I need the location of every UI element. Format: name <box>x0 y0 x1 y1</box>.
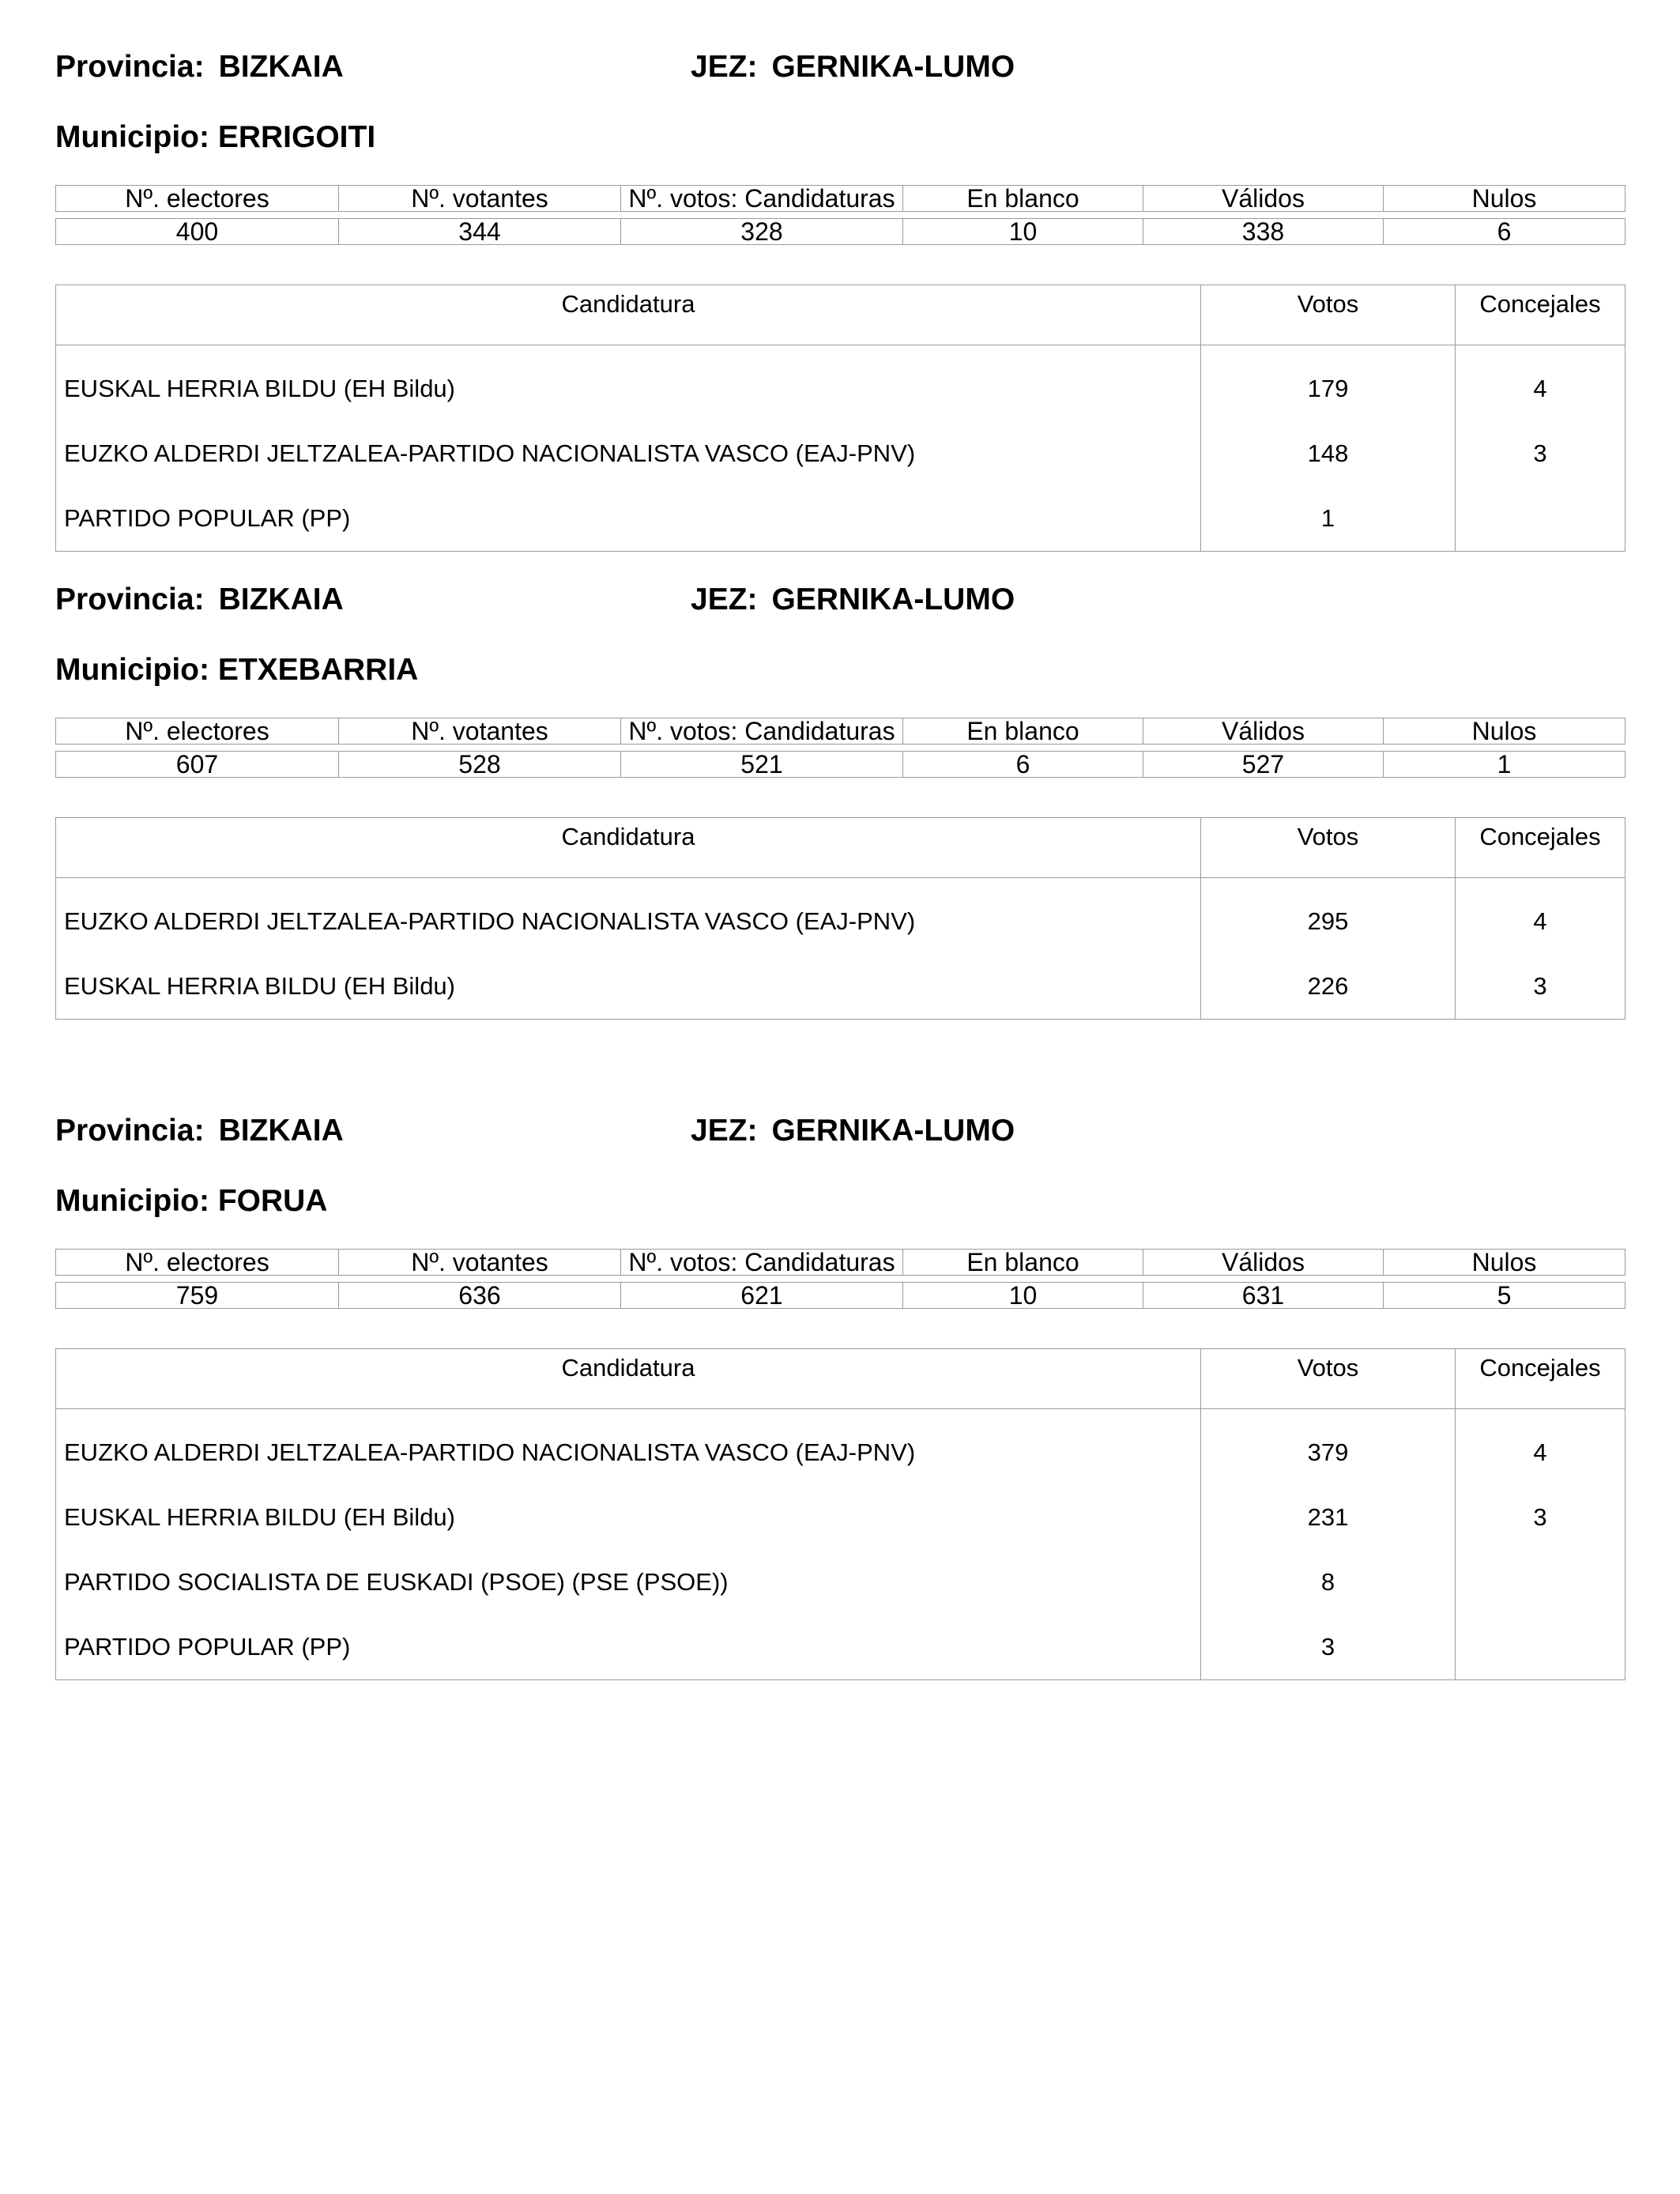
municipio-value: ERRIGOITI <box>217 120 376 154</box>
candidatura-concejales: 4 <box>1456 345 1625 421</box>
candidatura-name: EUZKO ALDERDI JELTZALEA-PARTIDO NACIONALISTA VASCO (EAJ-PNV) <box>56 878 1201 954</box>
header-concejales: Concejales <box>1456 1349 1625 1409</box>
jez-value: GERNIKA-LUMO <box>771 582 1015 616</box>
municipio-section-errigoiti <box>55 49 1625 543</box>
stats-electores: 759 <box>56 1283 339 1309</box>
candidatura-concejales <box>1456 486 1625 552</box>
candidatura-votos: 231 <box>1201 1485 1456 1550</box>
candidatura-votos: 379 <box>1201 1409 1456 1485</box>
candidaturas-header-row <box>56 818 1625 878</box>
stats-electores: 400 <box>56 219 339 245</box>
candidaturas-table <box>55 817 1625 1020</box>
jez-label: JEZ: <box>691 1114 758 1148</box>
jez-value: GERNIKA-LUMO <box>771 1114 1015 1148</box>
header-concejales: Concejales <box>1456 285 1625 345</box>
provincia-label: Provincia: <box>55 582 205 616</box>
stats-header-row <box>56 186 1625 212</box>
table-row <box>56 878 1625 954</box>
candidatura-concejales: 4 <box>1456 878 1625 954</box>
municipio-section-etxebarria <box>55 582 1625 1024</box>
stats-nulos: 6 <box>1384 219 1625 245</box>
candidatura-votos: 295 <box>1201 878 1456 954</box>
stats-votos-candidaturas: 621 <box>621 1283 903 1309</box>
candidatura-concejales: 3 <box>1456 1485 1625 1550</box>
stats-header-en-blanco: En blanco <box>903 718 1143 745</box>
stats-en-blanco: 10 <box>903 1283 1143 1309</box>
stats-header-electores: Nº. electores <box>56 718 339 745</box>
candidatura-name: EUZKO ALDERDI JELTZALEA-PARTIDO NACIONALISTA VASCO (EAJ-PNV) <box>56 1409 1201 1485</box>
header-candidatura: Candidatura <box>56 285 1201 345</box>
municipio-label: Municipio: <box>55 1184 209 1218</box>
candidaturas-header-row <box>56 285 1625 345</box>
stats-header-votantes: Nº. votantes <box>339 1250 621 1276</box>
municipio-label: Municipio: <box>55 120 209 154</box>
provincia-label: Provincia: <box>55 1114 205 1148</box>
stats-electores: 607 <box>56 752 339 778</box>
stats-votantes: 636 <box>339 1283 621 1309</box>
stats-header-nulos: Nulos <box>1384 1250 1625 1276</box>
header-candidatura: Candidatura <box>56 1349 1201 1409</box>
stats-header-votantes: Nº. votantes <box>339 186 621 212</box>
stats-votantes: 528 <box>339 752 621 778</box>
table-row <box>56 1409 1625 1485</box>
stats-header-nulos: Nulos <box>1384 718 1625 745</box>
candidatura-name: EUSKAL HERRIA BILDU (EH Bildu) <box>56 345 1201 421</box>
stats-table <box>55 718 1625 778</box>
table-row <box>56 486 1625 552</box>
stats-validos: 631 <box>1143 1283 1384 1309</box>
municipio-value: FORUA <box>217 1184 328 1218</box>
jez-line <box>691 1113 1015 1149</box>
stats-nulos: 5 <box>1384 1283 1625 1309</box>
municipio-label: Municipio: <box>55 653 209 687</box>
stats-header-votantes: Nº. votantes <box>339 718 621 745</box>
stats-validos: 338 <box>1143 219 1384 245</box>
provincia-line <box>55 1113 344 1149</box>
stats-header-votos-candidaturas: Nº. votos: Candidaturas <box>621 718 903 745</box>
header-votos: Votos <box>1201 285 1456 345</box>
municipio-section-forua <box>55 1113 1625 1682</box>
candidatura-votos: 226 <box>1201 954 1456 1020</box>
candidaturas-table <box>55 1348 1625 1680</box>
provincia-value: BIZKAIA <box>218 50 344 84</box>
header-concejales: Concejales <box>1456 818 1625 878</box>
jez-label: JEZ: <box>691 50 758 84</box>
provincia-value: BIZKAIA <box>218 582 344 616</box>
municipio-line <box>55 119 375 156</box>
stats-header-en-blanco: En blanco <box>903 1250 1143 1276</box>
stats-header-nulos: Nulos <box>1384 186 1625 212</box>
candidatura-votos: 8 <box>1201 1550 1456 1615</box>
candidatura-name: PARTIDO POPULAR (PP) <box>56 1615 1201 1680</box>
table-row <box>56 1485 1625 1550</box>
candidatura-name: EUSKAL HERRIA BILDU (EH Bildu) <box>56 1485 1201 1550</box>
candidatura-votos: 1 <box>1201 486 1456 552</box>
candidatura-concejales <box>1456 1615 1625 1680</box>
stats-header-en-blanco: En blanco <box>903 186 1143 212</box>
candidatura-concejales: 3 <box>1456 421 1625 486</box>
candidatura-votos: 179 <box>1201 345 1456 421</box>
jez-value: GERNIKA-LUMO <box>771 50 1015 84</box>
candidatura-name: PARTIDO SOCIALISTA DE EUSKADI (PSOE) (PSE (PSOE)) <box>56 1550 1201 1615</box>
stats-header-votos-candidaturas: Nº. votos: Candidaturas <box>621 1250 903 1276</box>
stats-validos: 527 <box>1143 752 1384 778</box>
provincia-line <box>55 582 344 618</box>
candidatura-votos: 3 <box>1201 1615 1456 1680</box>
jez-label: JEZ: <box>691 582 758 616</box>
stats-header-votos-candidaturas: Nº. votos: Candidaturas <box>621 186 903 212</box>
candidatura-name: EUSKAL HERRIA BILDU (EH Bildu) <box>56 954 1201 1020</box>
stats-header-row <box>56 1250 1625 1276</box>
stats-en-blanco: 6 <box>903 752 1143 778</box>
jez-line <box>691 582 1015 618</box>
header-votos: Votos <box>1201 1349 1456 1409</box>
stats-votantes: 344 <box>339 219 621 245</box>
stats-table <box>55 1249 1625 1309</box>
stats-header-validos: Válidos <box>1143 1250 1384 1276</box>
stats-votos-candidaturas: 521 <box>621 752 903 778</box>
stats-header-validos: Válidos <box>1143 718 1384 745</box>
stats-value-row <box>56 219 1625 245</box>
stats-nulos: 1 <box>1384 752 1625 778</box>
header-candidatura: Candidatura <box>56 818 1201 878</box>
table-row <box>56 1615 1625 1680</box>
stats-header-electores: Nº. electores <box>56 1250 339 1276</box>
candidatura-name: EUZKO ALDERDI JELTZALEA-PARTIDO NACIONALISTA VASCO (EAJ-PNV) <box>56 421 1201 486</box>
stats-header-electores: Nº. electores <box>56 186 339 212</box>
candidatura-concejales: 3 <box>1456 954 1625 1020</box>
municipio-line <box>55 652 418 688</box>
stats-votos-candidaturas: 328 <box>621 219 903 245</box>
provincia-value: BIZKAIA <box>218 1114 344 1148</box>
stats-table <box>55 185 1625 245</box>
header-votos: Votos <box>1201 818 1456 878</box>
stats-value-row <box>56 1283 1625 1309</box>
table-row <box>56 421 1625 486</box>
table-row <box>56 954 1625 1020</box>
municipio-value: ETXEBARRIA <box>217 653 419 687</box>
stats-header-validos: Válidos <box>1143 186 1384 212</box>
table-row <box>56 345 1625 421</box>
candidaturas-table <box>55 285 1625 552</box>
provincia-line <box>55 49 344 85</box>
jez-line <box>691 49 1015 85</box>
stats-header-row <box>56 718 1625 745</box>
table-row <box>56 1550 1625 1615</box>
candidaturas-header-row <box>56 1349 1625 1409</box>
candidatura-concejales: 4 <box>1456 1409 1625 1485</box>
stats-value-row <box>56 752 1625 778</box>
candidatura-concejales <box>1456 1550 1625 1615</box>
candidatura-votos: 148 <box>1201 421 1456 486</box>
municipio-line <box>55 1183 327 1220</box>
provincia-label: Provincia: <box>55 50 205 84</box>
stats-en-blanco: 10 <box>903 219 1143 245</box>
candidatura-name: PARTIDO POPULAR (PP) <box>56 486 1201 552</box>
